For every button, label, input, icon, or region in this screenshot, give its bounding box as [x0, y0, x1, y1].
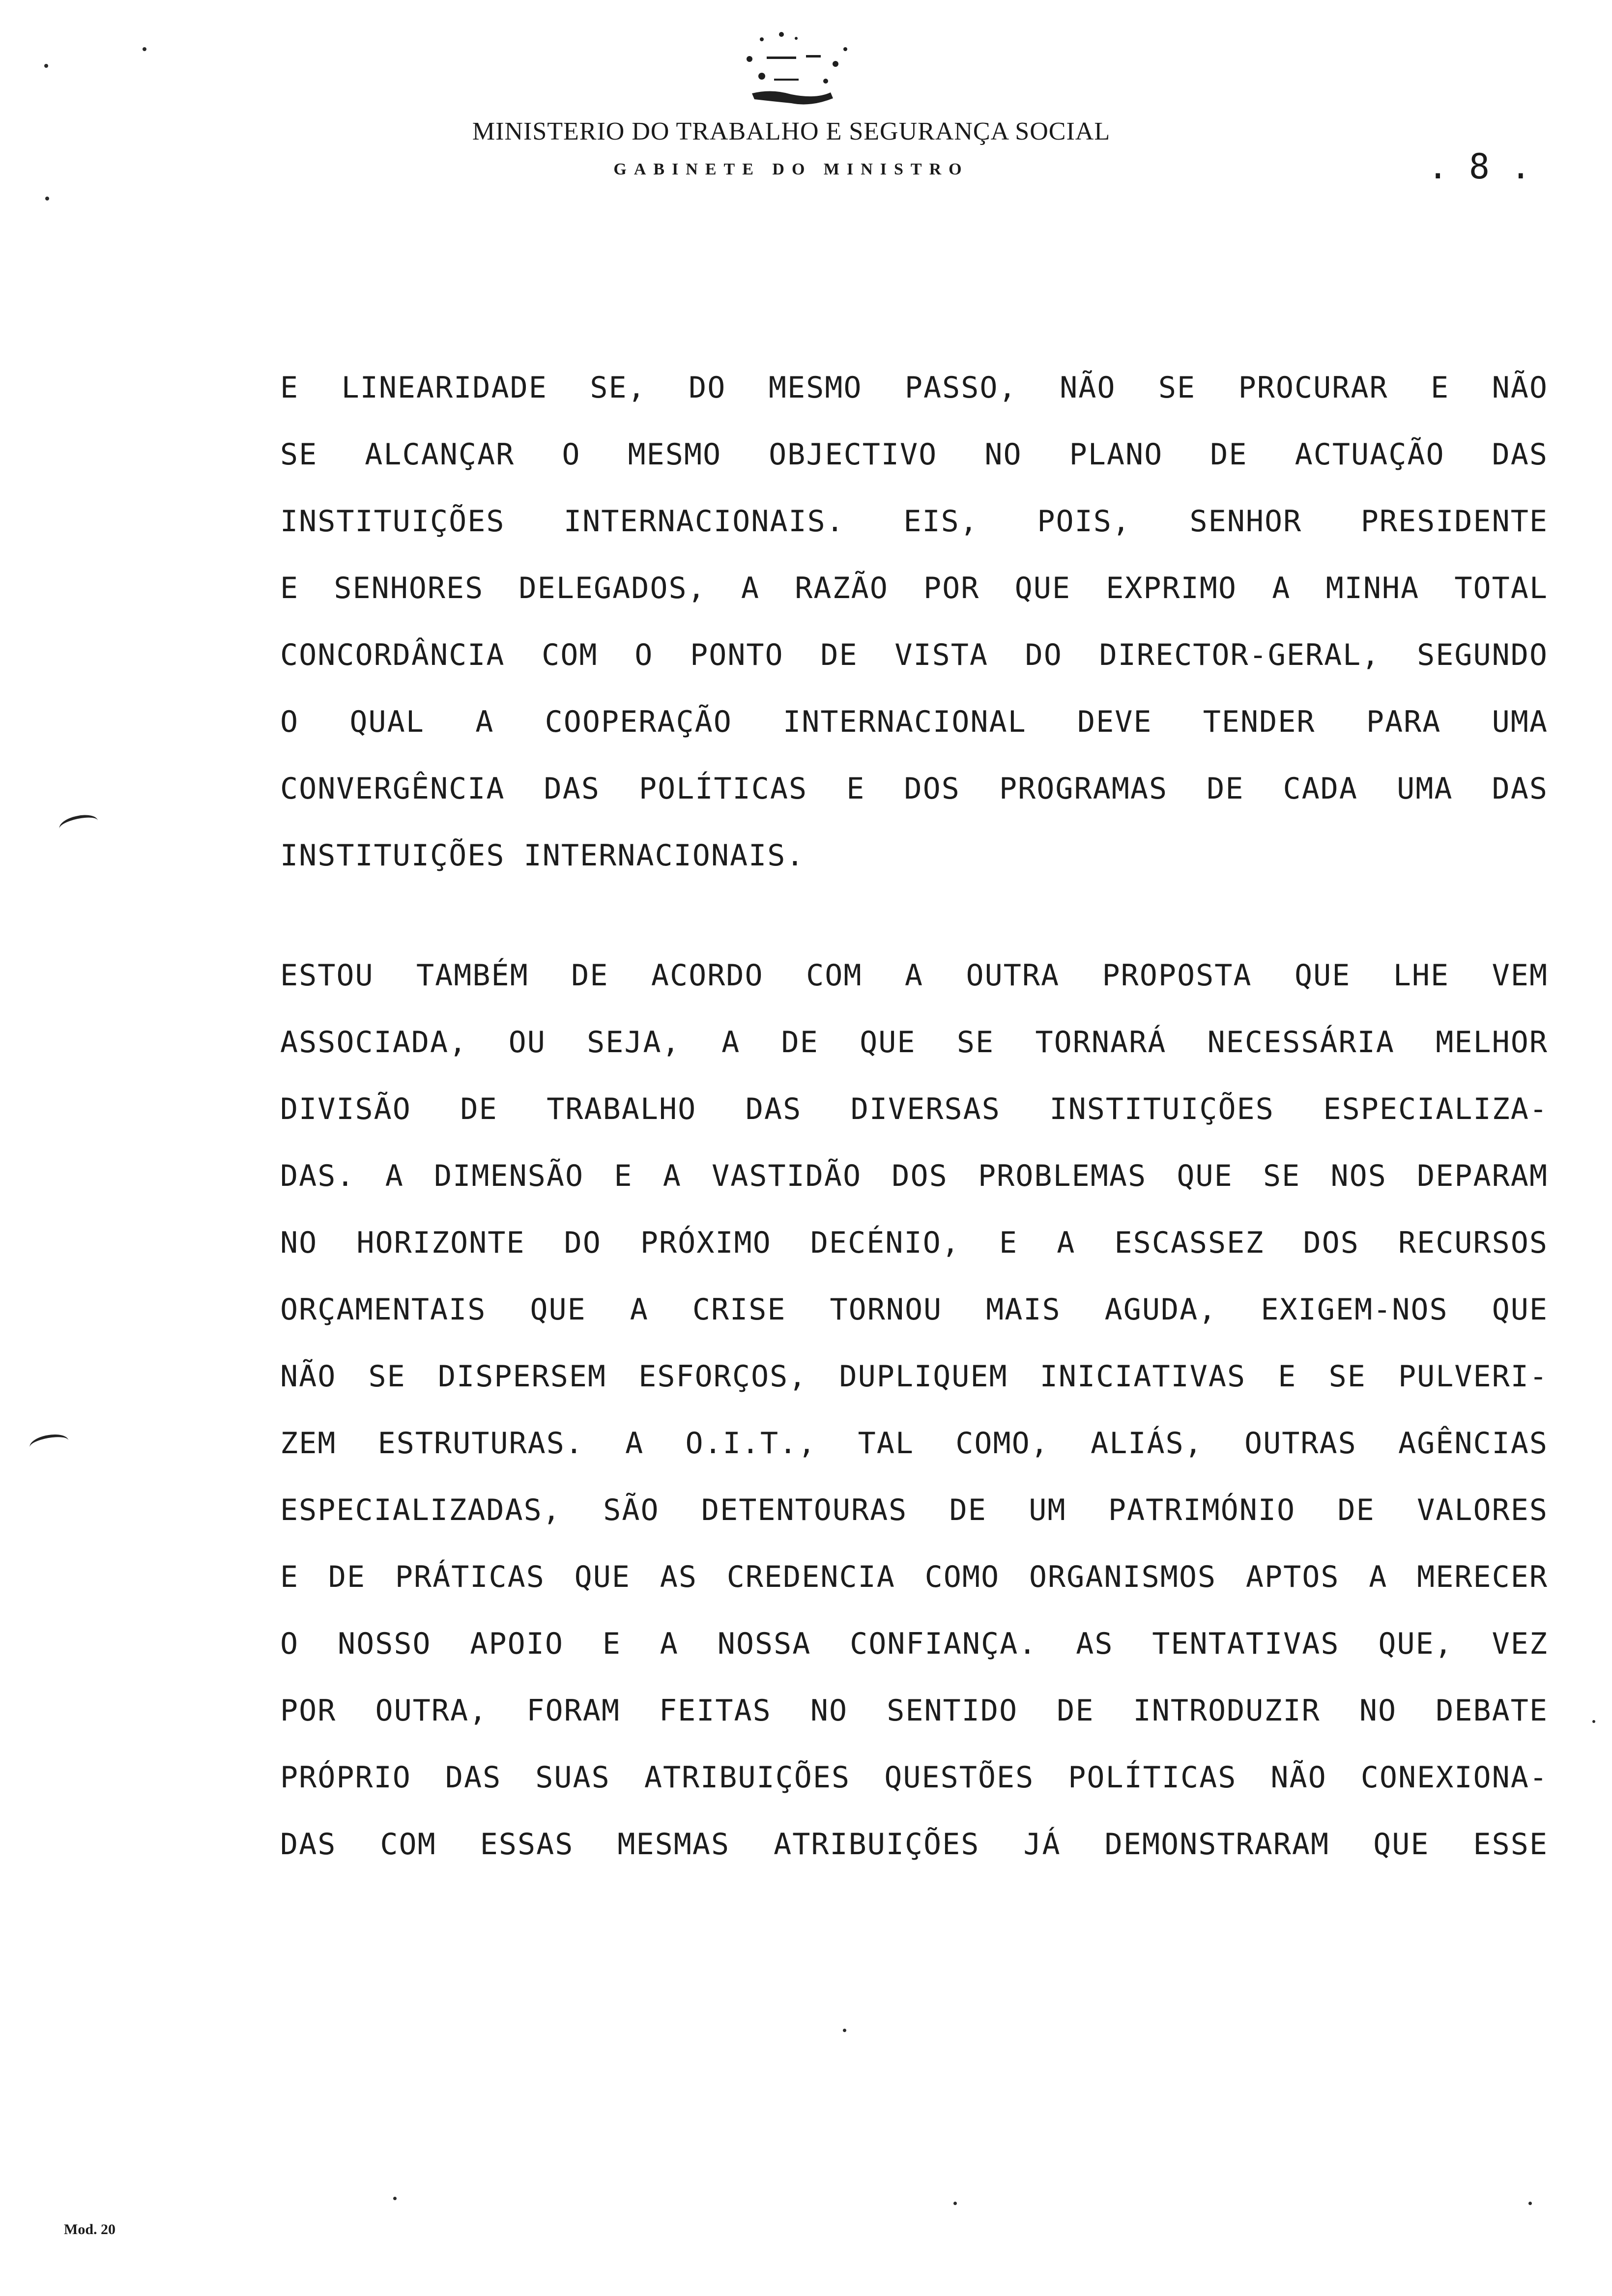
text-line: DAS. A DIMENSÃO E A VASTIDÃO DOS PROBLEMAS QUE SE NOS DEPARAM [280, 1159, 1548, 1193]
text-line: ESPECIALIZADAS, SÃO DETENTOURAS DE UM PATRIMÓNIO DE VALORES [280, 1493, 1548, 1527]
text-line: NÃO SE DISPERSEM ESFORÇOS, DUPLIQUEM INICIATIVAS E SE PULVERI- [280, 1359, 1548, 1394]
text-line: INSTITUIÇÕES INTERNACIONAIS. EIS, POIS, SENHOR PRESIDENTE [280, 504, 1548, 539]
text-line: INSTITUIÇÕES INTERNACIONAIS. [280, 838, 805, 873]
punch-hole-mark [28, 1432, 70, 1456]
text-line: PRÓPRIO DAS SUAS ATRIBUIÇÕES QUESTÕES POLÍTICAS NÃO CONEXIONA- [280, 1760, 1548, 1795]
text-line: E SENHORES DELEGADOS, A RAZÃO POR QUE EXPRIMO A MINHA TOTAL [280, 571, 1548, 605]
punch-hole-mark [58, 812, 100, 837]
scan-speck [393, 2197, 397, 2200]
text-line: DAS COM ESSAS MESMAS ATRIBUIÇÕES JÁ DEMONSTRARAM QUE ESSE [280, 1827, 1548, 1862]
text-line: POR OUTRA, FORAM FEITAS NO SENTIDO DE INTRODUZIR NO DEBATE [280, 1693, 1548, 1728]
scan-speck [1592, 1720, 1595, 1723]
scan-speck [1528, 2202, 1532, 2205]
text-line: E DE PRÁTICAS QUE AS CREDENCIA COMO ORGANISMOS APTOS A MERECER [280, 1560, 1548, 1594]
scan-speck [44, 64, 48, 68]
scan-speck [953, 2202, 957, 2205]
ministry-coat-of-arms-icon [732, 29, 860, 113]
text-line: ESTOU TAMBÉM DE ACORDO COM A OUTRA PROPOSTA QUE LHE VEM [280, 958, 1548, 993]
text-line: E LINEARIDADE SE, DO MESMO PASSO, NÃO SE PROCURAR E NÃO [280, 371, 1548, 405]
scan-speck [843, 2029, 846, 2032]
text-line: DIVISÃO DE TRABALHO DAS DIVERSAS INSTITUIÇÕES ESPECIALIZA- [280, 1092, 1548, 1126]
form-code: Mod. 20 [64, 2221, 115, 2238]
text-line: ZEM ESTRUTURAS. A O.I.T., TAL COMO, ALIÁS, OUTRAS AGÊNCIAS [280, 1426, 1548, 1461]
cabinet-subtitle: GABINETE DO MINISTRO [613, 160, 969, 178]
paragraph-2 [280, 953, 1548, 1889]
text-line: SE ALCANÇAR O MESMO OBJECTIVO NO PLANO DE ACTUAÇÃO DAS [280, 437, 1548, 472]
text-line: NO HORIZONTE DO PRÓXIMO DECÉNIO, E A ESCASSEZ DOS RECURSOS [280, 1226, 1548, 1260]
page-number: . 8 . [1427, 146, 1531, 187]
scan-speck [143, 47, 146, 51]
text-line: ASSOCIADA, OU SEJA, A DE QUE SE TORNARÁ NECESSÁRIA MELHOR [280, 1025, 1548, 1060]
text-line: CONVERGÊNCIA DAS POLÍTICAS E DOS PROGRAMAS DE CADA UMA DAS [280, 772, 1548, 806]
text-line: CONCORDÂNCIA COM O PONTO DE VISTA DO DIRECTOR-GERAL, SEGUNDO [280, 638, 1548, 672]
ministry-title: MINISTERIO DO TRABALHO E SEGURANÇA SOCIAL [472, 117, 1111, 145]
paragraph-1 [280, 366, 1548, 900]
text-line: ORÇAMENTAIS QUE A CRISE TORNOU MAIS AGUDA, EXIGEM-NOS QUE [280, 1292, 1548, 1327]
scan-speck [45, 197, 49, 201]
text-line: O NOSSO APOIO E A NOSSA CONFIANÇA. AS TENTATIVAS QUE, VEZ [280, 1627, 1548, 1661]
text-line: O QUAL A COOPERAÇÃO INTERNACIONAL DEVE TENDER PARA UMA [280, 705, 1548, 739]
